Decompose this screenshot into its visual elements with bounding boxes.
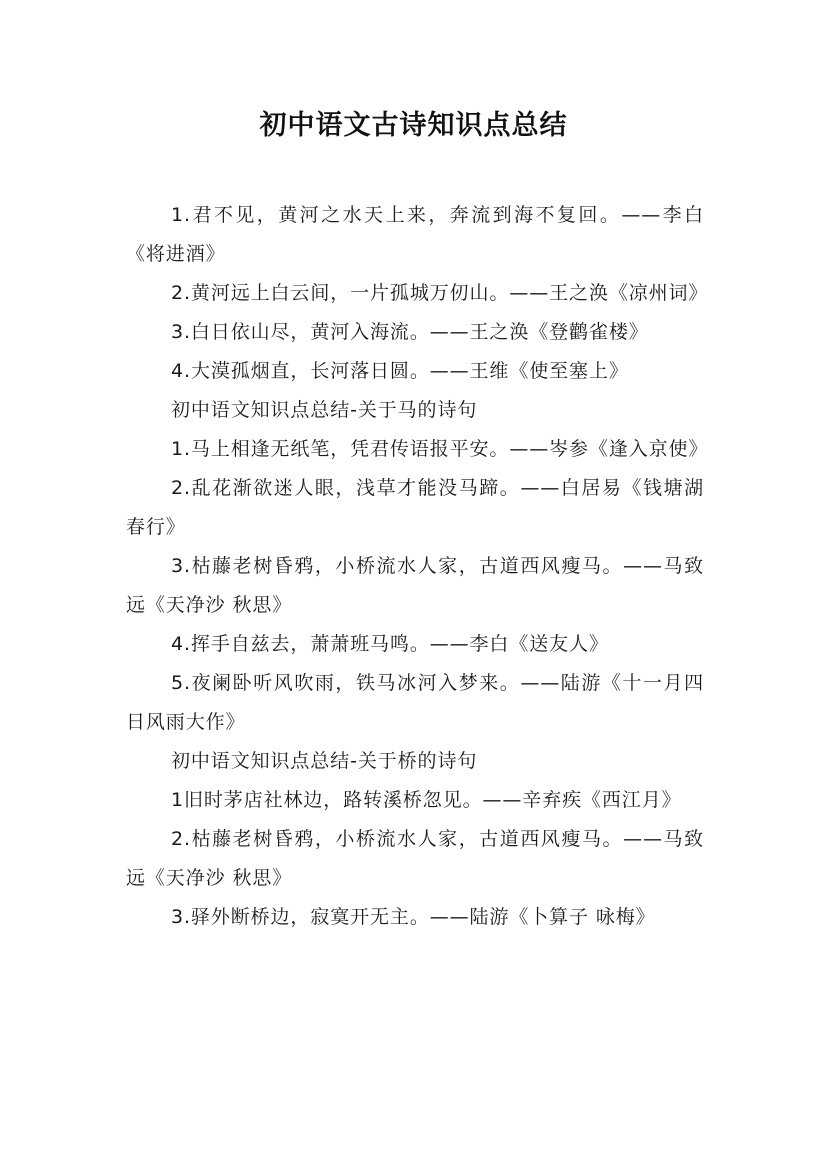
poem-line-luyou-busuanzi: 3.驿外断桥边，寂寞开无主。——陆游《卜算子 咏梅》	[171, 906, 656, 928]
poem-line-libai-jiangjinjiu: 1.君不见，黄河之水天上来，奔流到海不复回。——李白《将进酒》	[126, 204, 704, 265]
poem-line-mazhiyuan-tianjingsha-bridge: 2.枯藤老树昏鸦，小桥流水人家，古道西风瘦马。——马致远《天净沙 秋思》	[126, 828, 704, 889]
document-body	[126, 196, 709, 937]
poem-line-wangzhihuan-dengguanquelou: 3.白日依山尽，黄河入海流。——王之涣《登鹳雀楼》	[171, 321, 649, 343]
poem-line-xinqiji-xijiangyue: 1旧时茅店社林边，路转溪桥忽见。——辛弃疾《西江月》	[171, 789, 682, 811]
section-heading-bridge-poems: 初中语文知识点总结-关于桥的诗句	[171, 750, 478, 772]
poem-line-luyou-shiyiyuesiri: 5.夜阑卧听风吹雨，铁马冰河入梦来。——陆游《十一月四日风雨大作》	[126, 672, 704, 733]
poem-line-mazhiyuan-tianjingsha: 3.枯藤老树昏鸦，小桥流水人家，古道西风瘦马。——马致远《天净沙 秋思》	[126, 555, 704, 616]
poem-line-censhen-fengrujingshi: 1.马上相逢无纸笔，凭君传语报平安。——岑参《逢入京使》	[171, 438, 709, 460]
document-title: 初中语文古诗知识点总结	[259, 110, 568, 141]
poem-line-baijuyi-qiantanghuchunxing: 2.乱花渐欲迷人眼，浅草才能没马蹄。——白居易《钱塘湖春行》	[126, 477, 704, 538]
poem-line-wangwei-shizhisaishang: 4.大漠孤烟直，长河落日圆。——王维《使至塞上》	[171, 360, 629, 382]
poem-line-wangzhihuan-liangzhouci: 2.黄河远上白云间，一片孤城万仞山。——王之涣《凉州词》	[171, 282, 709, 304]
section-heading-horse-poems: 初中语文知识点总结-关于马的诗句	[171, 399, 478, 421]
poem-line-libai-songyouren: 4.挥手自兹去，萧萧班马鸣。——李白《送友人》	[171, 633, 609, 655]
